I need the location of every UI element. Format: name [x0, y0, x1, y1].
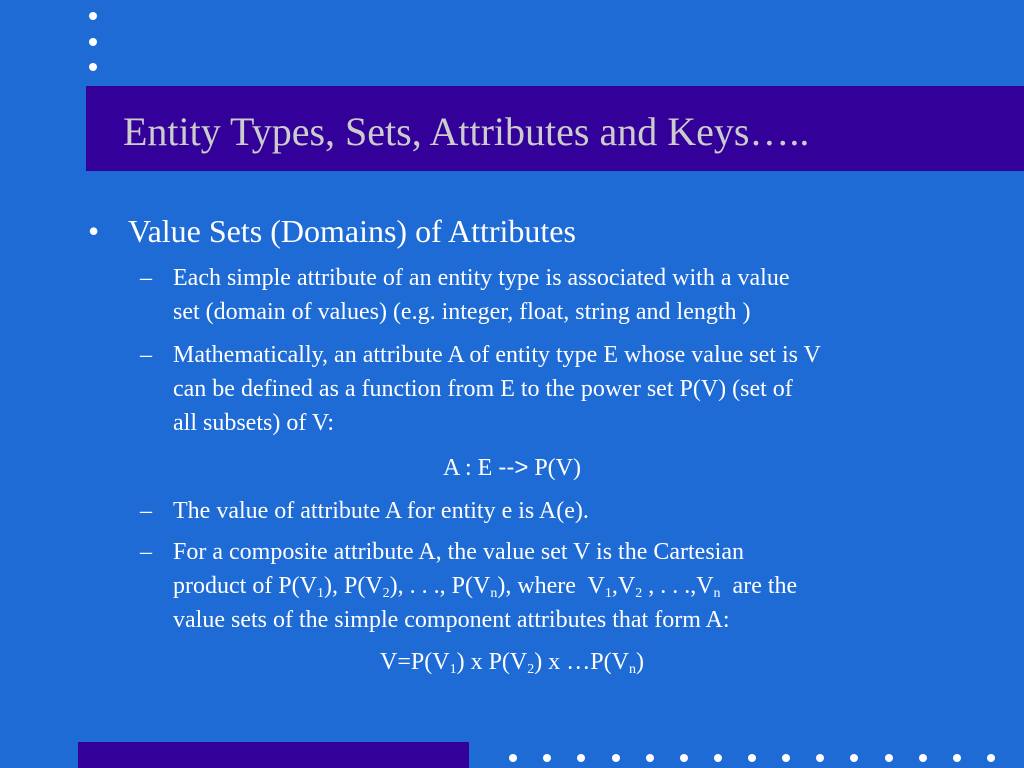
decor-dot	[919, 754, 927, 762]
formula-right: P(V)	[528, 455, 581, 481]
text-run: ), P(V	[323, 573, 383, 599]
sub-item-line: For a composite attribute A, the value set V is the Cartesian	[173, 539, 744, 565]
decor-dot	[577, 754, 585, 762]
bullet-icon: •	[88, 213, 100, 249]
sub-item-line: all subsets) of V:	[173, 410, 335, 436]
text-run: V=P(V	[380, 649, 450, 675]
text-run: , . . .,V	[642, 573, 714, 599]
decor-dot	[89, 63, 97, 71]
formula-cartesian	[0, 645, 1024, 679]
title-bar	[86, 86, 1024, 171]
slide-title: Entity Types, Sets, Attributes and Keys…..	[123, 109, 810, 154]
sub-item-line: Each simple attribute of an entity type is associated with a value	[173, 265, 790, 291]
decor-dot	[714, 754, 722, 762]
arrow-icon: -->	[498, 454, 529, 481]
subscript: n	[490, 586, 498, 601]
decor-dot	[953, 754, 961, 762]
sub-item-line-subscripted	[173, 569, 797, 603]
formula-left: A : E	[442, 455, 499, 481]
decor-dot	[89, 38, 97, 46]
subscript: n	[628, 662, 636, 677]
decor-dot	[89, 12, 97, 20]
subscript: 1	[316, 586, 324, 601]
footer-bar	[78, 742, 469, 768]
text-run: are the	[720, 573, 798, 599]
decor-dot	[782, 754, 790, 762]
dash-icon: –	[140, 342, 152, 368]
subscript: 2	[382, 586, 390, 601]
dash-icon: –	[140, 539, 152, 565]
subscript: n	[713, 586, 721, 601]
main-bullet	[88, 212, 576, 250]
formula-function	[0, 451, 1024, 485]
sub-item-line: can be defined as a function from E to the power set P(V) (set of	[173, 376, 793, 402]
dash-icon: –	[140, 498, 152, 524]
text-run: ), . . ., P(V	[389, 573, 491, 599]
decor-dot	[816, 754, 824, 762]
decor-dot	[543, 754, 551, 762]
subscript: 2	[527, 662, 535, 677]
decor-dot	[646, 754, 654, 762]
text-run: ) x …P(V	[534, 649, 629, 675]
subscript: 1	[449, 662, 457, 677]
decor-dot	[850, 754, 858, 762]
decor-dot	[885, 754, 893, 762]
sub-item-line: The value of attribute A for entity e is A(e).	[173, 498, 589, 524]
dash-icon: –	[140, 265, 152, 291]
sub-item-line: set (domain of values) (e.g. integer, float, string and length )	[173, 299, 751, 325]
decor-dot	[680, 754, 688, 762]
subscript: 2	[635, 586, 643, 601]
sub-item-line: value sets of the simple component attributes that form A:	[173, 607, 730, 633]
text-run: ) x P(V	[456, 649, 528, 675]
decor-dot	[748, 754, 756, 762]
decor-dot	[509, 754, 517, 762]
text-run: product of P(V	[173, 573, 317, 599]
decor-dot	[987, 754, 995, 762]
text-run: )	[635, 649, 644, 675]
sub-item-line: Mathematically, an attribute A of entity type E whose value set is V	[173, 342, 821, 368]
decor-dot	[612, 754, 620, 762]
subscript: 1	[604, 586, 612, 601]
main-bullet-text: Value Sets (Domains) of Attributes	[128, 213, 576, 249]
text-run: ), where V	[497, 573, 605, 599]
text-run: ,V	[611, 573, 636, 599]
